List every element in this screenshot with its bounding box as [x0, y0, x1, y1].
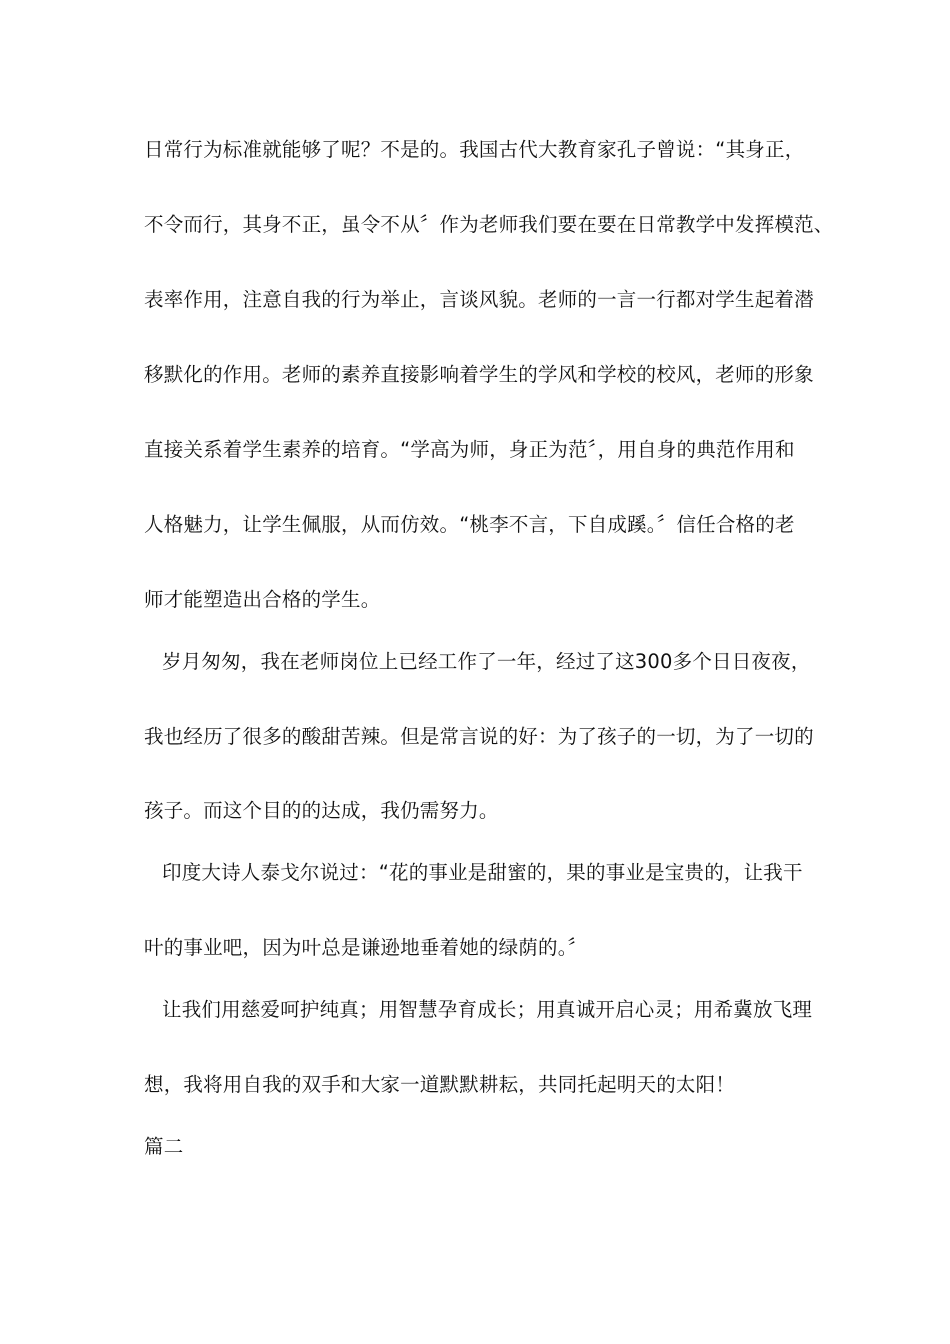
text-line: 不令而行，其身不正，虽令不从〞作为老师我们要在要在日常教学中发挥模范、 — [144, 213, 834, 236]
text-line: 表率作用，注意自我的行为举止，言谈风貌。老师的一言一行都对学生起着潜 — [144, 288, 814, 311]
text-line: 叶的事业吧，因为叶总是谦逊地垂着她的绿荫的。〞 — [144, 936, 588, 959]
text-line: 人格魅力，让学生佩服，从而仿效。“桃李不言，下自成蹊。〞信任合格的老 — [144, 513, 795, 536]
text-line: 直接关系着学生素养的培育。“学高为师，身正为范〞，用自身的典范作用和 — [144, 438, 795, 461]
paragraph-first-line: 让我们用慈爱呵护纯真；用智慧孕育成长；用真诚开启心灵；用希冀放飞理 — [162, 998, 813, 1021]
text-line: 移默化的作用。老师的素养直接影响着学生的学风和学校的校风，老师的形象 — [144, 363, 814, 386]
paragraph-first-line: 岁月匆匆，我在老师岗位上已经工作了一年，经过了这300多个日日夜夜， — [162, 650, 811, 673]
text-line: 师才能塑造出合格的学生。 — [144, 588, 381, 611]
text-line: 想，我将用自我的双手和大家一道默默耕耘，共同托起明天的太阳！ — [144, 1073, 736, 1096]
text-line: 孩子。而这个目的的达成，我仍需努力。 — [144, 799, 499, 822]
paragraph-first-line: 印度大诗人泰戈尔说过：“花的事业是甜蜜的，果的事业是宝贵的，让我干 — [162, 861, 803, 884]
text-line: 日常行为标准就能够了呢？不是的。我国古代大教育家孔子曾说：“其身正， — [144, 138, 805, 161]
text-line: 我也经历了很多的酸甜苦辣。但是常言说的好：为了孩子的一切，为了一切的 — [144, 725, 814, 748]
section-heading: 篇二 — [144, 1135, 184, 1158]
